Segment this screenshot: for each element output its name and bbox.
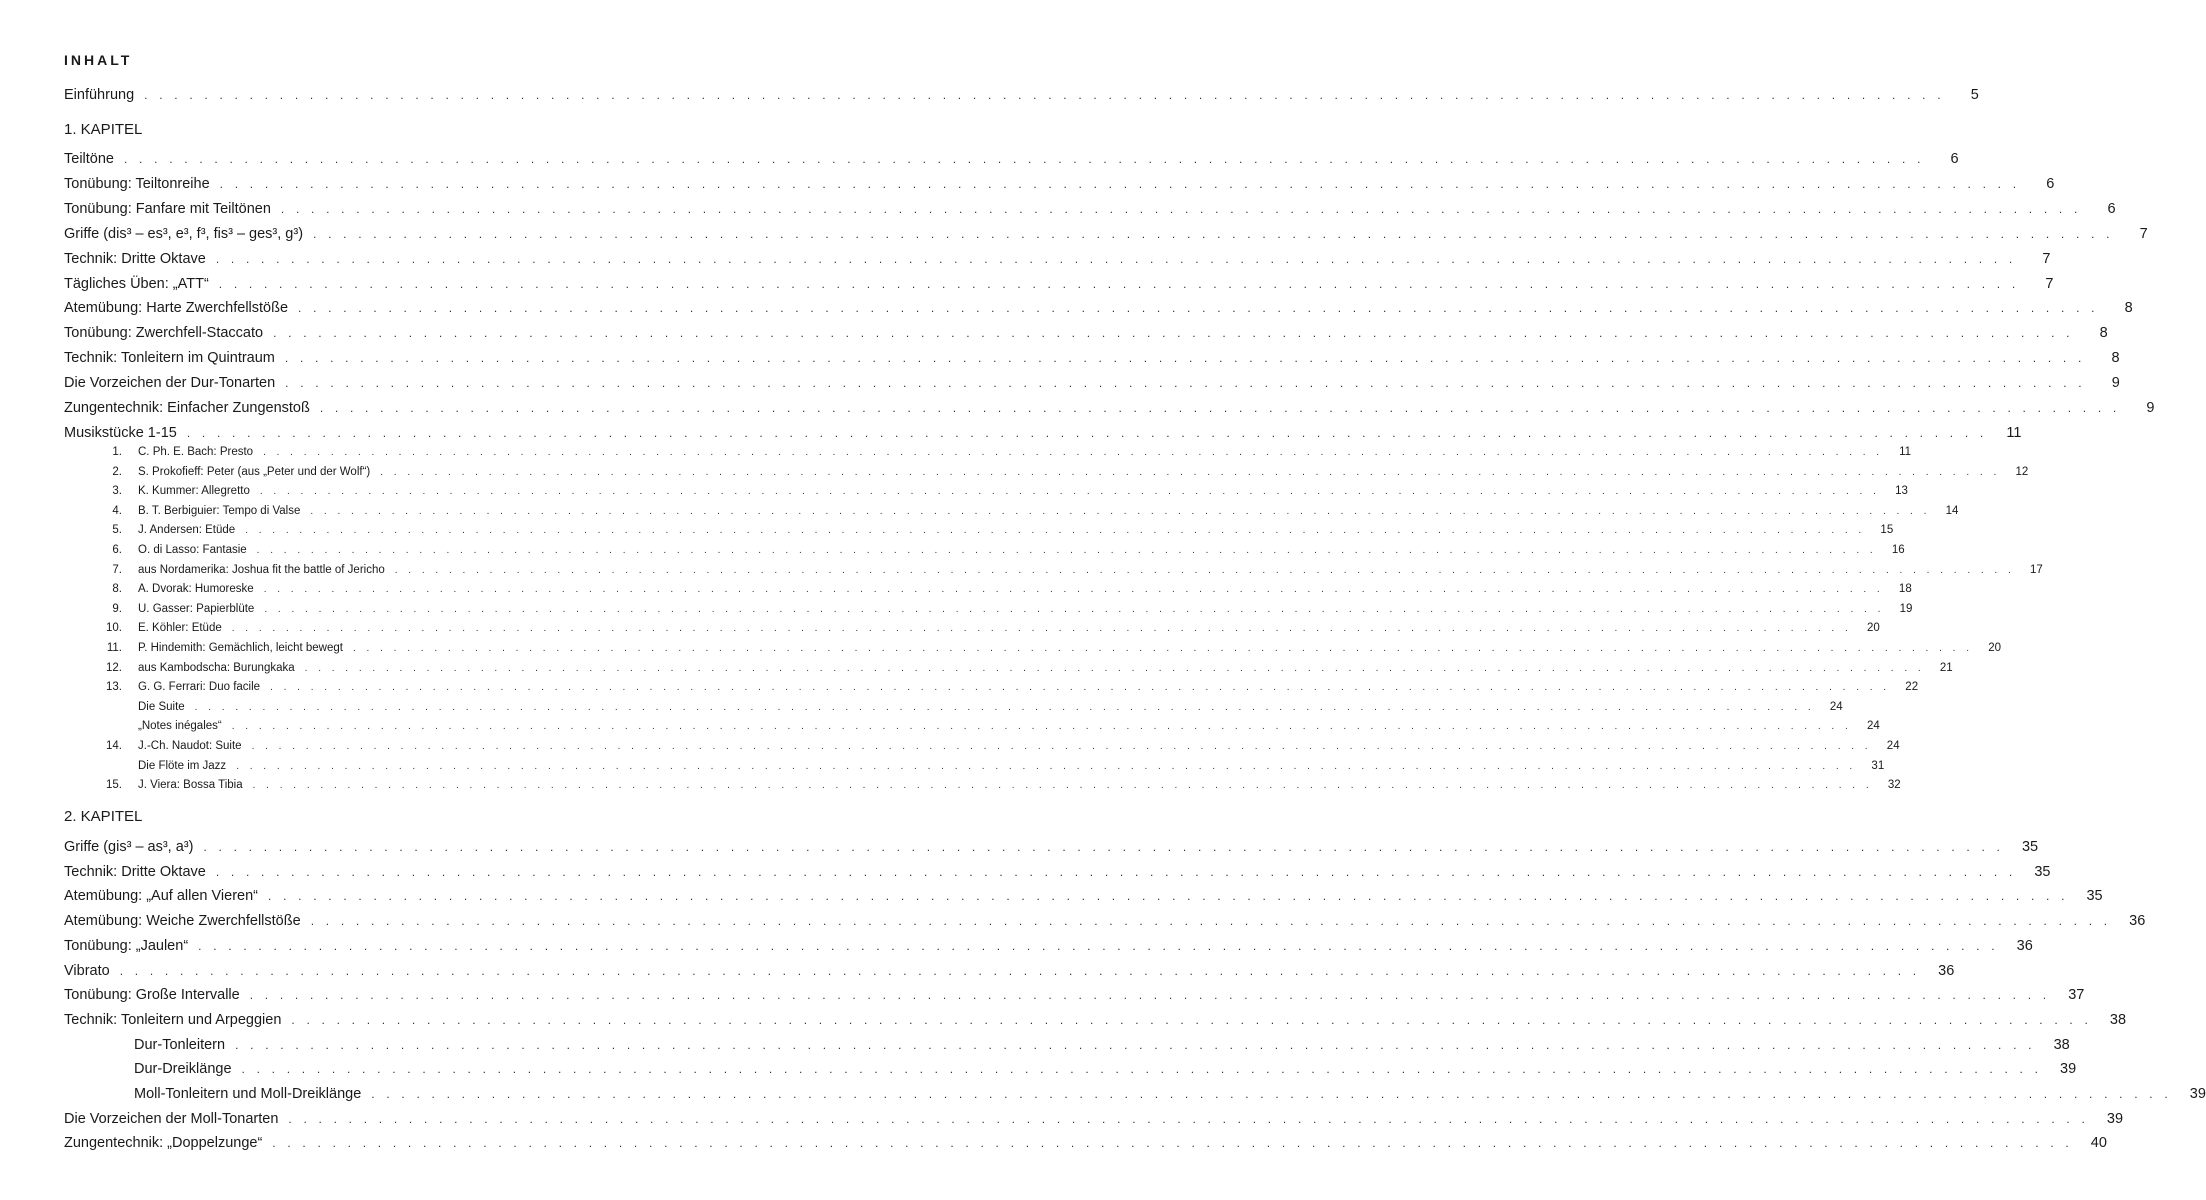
leader-dots: . . . . . . . . . . . . . . . . . . . . . . . . . . . . . . . . . . . . . . . . . . . . . . . . . . . . . . . . . . . . . . . . . . . . . . . . . . . . . . . . . . . . . . . . . . . . . . . . . . . . . . . . . . . . . . . . . . . . . . . . [144, 88, 1945, 102]
leader-dots: . . . . . . . . . . . . . . . . . . . . . . . . . . . . . . . . . . . . . . . . . . . . . . . . . . . . . . . . . . . . . . . . . . . . . . . . . . . . . . . . . . . . . . . . . . . . . . . . . . . . . . . . . . . . . . . . . . . . . . . . [241, 1062, 2043, 1077]
leader-dots: . . . . . . . . . . . . . . . . . . . . . . . . . . . . . . . . . . . . . . . . . . . . . . . . . . . . . . . . . . . . . . . . . . . . . . . . . . . . . . . . . . . . . . . . . . . . . . . . . . . . . . . . . . . . . . . . . . . . . . . . [273, 326, 2074, 341]
entry-title: Technik: Dritte Oktave [64, 250, 206, 267]
page-number: 19 [1899, 602, 1913, 615]
toc-entry[interactable] [64, 1086, 2206, 1102]
toc-entry[interactable] [64, 1036, 2070, 1053]
toc-entry[interactable] [64, 300, 2133, 317]
piece-number: 4. [112, 504, 122, 517]
entry-title: Tonübung: Zwerchfell-Staccato [64, 325, 264, 342]
entry-title: Technik: Dritte Oktave [64, 863, 206, 880]
toc-entry[interactable] [64, 87, 1979, 103]
toc-entry[interactable] [64, 1135, 2107, 1152]
leader-dots: . . . . . . . . . . . . . . . . . . . . . . . . . . . . . . . . . . . . . . . . . . . . . . . . . . . . . . . . . . . . . . . . . . . . . . . . . . . . . . . . . . . . . . . . . . . . . . . . . . . . . . . . . . . . . . . . . . . . . . . . [280, 201, 2082, 216]
page-number: 35 [2034, 863, 2051, 880]
toc-entry[interactable] [64, 225, 2148, 242]
page-number: 39 [2189, 1086, 2206, 1102]
entry-title: Zungentechnik: Einfacher Zungenstoß [64, 400, 310, 416]
page-number: 8 [2099, 325, 2108, 342]
piece-number: 2. [112, 465, 122, 478]
leader-dots: . . . . . . . . . . . . . . . . . . . . . . . . . . . . . . . . . . . . . . . . . . . . . . . . . . . . . . . . . . . . . . . . . . . . . . . . . . . . . . . . . . . . . . . . . . . . . . . . . . . . . . . . . . . . . . . . . . . . . . . . [203, 840, 2005, 854]
piece-entry[interactable] [100, 504, 1959, 517]
entry-title: Tonübung: Fanfare mit Teiltönen [64, 200, 271, 217]
toc-entry[interactable] [64, 250, 2051, 267]
piece-number: 10. [106, 622, 122, 635]
leader-dots: . . . . . . . . . . . . . . . . . . . . . . . . . . . . . . . . . . . . . . . . . . . . . . . . . . . . . . . . . . . . . . . . . . . . . . . . . . . . . . . . . . . . . . . . . . . . . . . . . . . . . . . . . . . . . . . . . . . . . . . . [245, 525, 1866, 537]
toc-entry[interactable] [64, 913, 2146, 930]
piece-number: 15. [106, 779, 122, 792]
entry-title: Atemübung: Weiche Zwerchfellstöße [64, 913, 301, 930]
entry-title: Atemübung: „Auf allen Vieren“ [64, 888, 258, 905]
entry-title: A. Dvorak: Humoreske [138, 583, 254, 596]
entry-title: C. Ph. E. Bach: Presto [138, 446, 254, 458]
toc-entry[interactable] [64, 400, 2155, 416]
entry-title: G. G. Ferrari: Duo facile [138, 681, 261, 694]
toc-entry[interactable] [64, 175, 2055, 192]
page-number: 35 [2086, 888, 2103, 905]
page-number: 21 [1939, 661, 1953, 674]
leader-dots: . . . . . . . . . . . . . . . . . . . . . . . . . . . . . . . . . . . . . . . . . . . . . . . . . . . . . . . . . . . . . . . . . . . . . . . . . . . . . . . . . . . . . . . . . . . . . . . . . . . . . . . . . . . . . . . . . . . . . . . . [352, 643, 1974, 654]
page-number: 39 [2106, 1110, 2124, 1127]
page-number: 36 [2016, 937, 2033, 954]
piece-number: 9. [112, 602, 122, 615]
piece-entry[interactable] [100, 563, 2043, 576]
page-number: 11 [1899, 446, 1912, 458]
entry-title: J. Andersen: Etüde [138, 524, 236, 537]
piece-number: 12. [106, 661, 122, 674]
leader-dots: . . . . . . . . . . . . . . . . . . . . . . . . . . . . . . . . . . . . . . . . . . . . . . . . . . . . . . . . . . . . . . . . . . . . . . . . . . . . . . . . . . . . . . . . . . . . . . . . . . . . . . . . . . . . . . . . . . . . . . . . [284, 351, 2086, 366]
entry-title: Die Vorzeichen der Moll-Tonarten [64, 1110, 279, 1127]
entry-title: Die Suite [138, 700, 185, 713]
entry-title: P. Hindemith: Gemächlich, leicht bewegt [138, 642, 343, 654]
entry-title: Moll-Tonleitern und Moll-Dreiklänge [134, 1086, 362, 1102]
entry-title: Die Vorzeichen der Dur-Tonarten [64, 375, 276, 392]
leader-dots: . . . . . . . . . . . . . . . . . . . . . . . . . . . . . . . . . . . . . . . . . . . . . . . . . . . . . . . . . . . . . . . . . . . . . . . . . . . . . . . . . . . . . . . . . . . . . . . . . . . . . . . . . . . . . . . . . . . . . . . . [231, 623, 1852, 635]
entry-title: J.-Ch. Naudot: Suite [138, 740, 242, 752]
leader-dots: . . . . . . . . . . . . . . . . . . . . . . . . . . . . . . . . . . . . . . . . . . . . . . . . . . . . . . . . . . . . . . . . . . . . . . . . . . . . . . . . . . . . . . . . . . . . . . . . . . . . . . . . . . . . . . . . . . . . . . . . [319, 401, 2121, 415]
chapter-heading: 1. KAPITEL [64, 121, 143, 138]
leader-dots: . . . . . . . . . . . . . . . . . . . . . . . . . . . . . . . . . . . . . . . . . . . . . . . . . . . . . . . . . . . . . . . . . . . . . . . . . . . . . . . . . . . . . . . . . . . . . . . . . . . . . . . . . . . . . . . . . . . . . . . . [252, 780, 1873, 792]
entry-title: Technik: Tonleitern im Quintraum [64, 350, 275, 367]
page-number: 13 [1895, 485, 1908, 498]
leader-dots: . . . . . . . . . . . . . . . . . . . . . . . . . . . . . . . . . . . . . . . . . . . . . . . . . . . . . . . . . . . . . . . . . . . . . . . . . . . . . . . . . . . . . . . . . . . . . . . . . . . . . . . . . . . . . . . . . . . . . . . . [235, 1037, 2036, 1052]
toc-entry[interactable] [64, 325, 2108, 342]
piece-entry[interactable] [100, 661, 1953, 674]
leader-dots: . . . . . . . . . . . . . . . . . . . . . . . . . . . . . . . . . . . . . . . . . . . . . . . . . . . . . . . . . . . . . . . . . . . . . . . . . . . . . . . . . . . . . . . . . . . . . . . . . . . . . . . . . . . . . . . . . . . . . . . . [285, 376, 2086, 391]
piece-entry[interactable] [100, 544, 1905, 556]
piece-entry[interactable] [100, 583, 1912, 596]
toc-entry[interactable] [64, 350, 2120, 367]
piece-entry[interactable] [100, 720, 1880, 733]
leader-dots: . . . . . . . . . . . . . . . . . . . . . . . . . . . . . . . . . . . . . . . . . . . . . . . . . . . . . . . . . . . . . . . . . . . . . . . . . . . . . . . . . . . . . . . . . . . . . . . . . . . . . . . . . . . . . . . . . . . . . . . . [198, 938, 1999, 953]
leader-dots: . . . . . . . . . . . . . . . . . . . . . . . . . . . . . . . . . . . . . . . . . . . . . . . . . . . . . . . . . . . . . . . . . . . . . . . . . . . . . . . . . . . . . . . . . . . . . . . . . . . . . . . . . . . . . . . . . . . . . . . . [123, 152, 1925, 166]
toc-entry[interactable] [64, 151, 1959, 167]
page-number: 6 [1950, 151, 1959, 167]
leader-dots: . . . . . . . . . . . . . . . . . . . . . . . . . . . . . . . . . . . . . . . . . . . . . . . . . . . . . . . . . . . . . . . . . . . . . . . . . . . . . . . . . . . . . . . . . . . . . . . . . . . . . . . . . . . . . . . . . . . . . . . . [218, 276, 2020, 291]
piece-entry[interactable] [100, 485, 1908, 498]
page-number: 6 [2107, 200, 2116, 217]
page-number: 7 [2139, 225, 2148, 242]
toc-entry[interactable] [64, 863, 2051, 880]
piece-entry[interactable] [100, 740, 1900, 752]
page-number: 12 [2015, 465, 2029, 478]
piece-entry[interactable] [100, 524, 1894, 537]
chapter-heading: 2. KAPITEL [64, 808, 143, 825]
entry-title: Griffe (dis³ – es³, e³, f³, fis³ – ges³, g³) [64, 225, 304, 242]
entry-title: „Notes inégales“ [138, 720, 222, 733]
piece-number: 13. [106, 681, 122, 694]
entry-title: O. di Lasso: Fantasie [138, 544, 247, 556]
entry-title: Dur-Tonleitern [134, 1036, 226, 1053]
leader-dots: . . . . . . . . . . . . . . . . . . . . . . . . . . . . . . . . . . . . . . . . . . . . . . . . . . . . . . . . . . . . . . . . . . . . . . . . . . . . . . . . . . . . . . . . . . . . . . . . . . . . . . . . . . . . . . . . . . . . . . . . [119, 963, 1921, 978]
leader-dots: . . . . . . . . . . . . . . . . . . . . . . . . . . . . . . . . . . . . . . . . . . . . . . . . . . . . . . . . . . . . . . . . . . . . . . . . . . . . . . . . . . . . . . . . . . . . . . . . . . . . . . . . . . . . . . . . . . . . . . . . [268, 889, 2069, 904]
page-number: 7 [2045, 275, 2054, 292]
piece-number: 11. [106, 642, 122, 654]
leader-dots: . . . . . . . . . . . . . . . . . . . . . . . . . . . . . . . . . . . . . . . . . . . . . . . . . . . . . . . . . . . . . . . . . . . . . . . . . . . . . . . . . . . . . . . . . . . . . . . . . . . . . . . . . . . . . . . . . . . . . . . . [272, 1136, 2073, 1151]
leader-dots: . . . . . . . . . . . . . . . . . . . . . . . . . . . . . . . . . . . . . . . . . . . . . . . . . . . . . . . . . . . . . . . . . . . . . . . . . . . . . . . . . . . . . . . . . . . . . . . . . . . . . . . . . . . . . . . . . . . . . . . . [263, 447, 1884, 458]
piece-number: 14. [106, 740, 122, 752]
leader-dots: . . . . . . . . . . . . . . . . . . . . . . . . . . . . . . . . . . . . . . . . . . . . . . . . . . . . . . . . . . . . . . . . . . . . . . . . . . . . . . . . . . . . . . . . . . . . . . . . . . . . . . . . . . . . . . . . . . . . . . . . [215, 251, 2017, 266]
entry-title: Vibrato [64, 962, 110, 979]
page-number: 14 [1945, 504, 1959, 517]
piece-entry[interactable] [100, 642, 2002, 654]
entry-title: Zungentechnik: „Doppelzunge“ [64, 1135, 263, 1152]
entry-title: Tonübung: „Jaulen“ [64, 937, 189, 954]
toc-entry[interactable] [64, 987, 2085, 1004]
piece-entry[interactable] [100, 465, 2029, 478]
leader-dots: . . . . . . . . . . . . . . . . . . . . . . . . . . . . . . . . . . . . . . . . . . . . . . . . . . . . . . . . . . . . . . . . . . . . . . . . . . . . . . . . . . . . . . . . . . . . . . . . . . . . . . . . . . . . . . . . . . . . . . . . [291, 1012, 2093, 1027]
entry-title: aus Nordamerika: Joshua fit the battle of Jericho [138, 563, 385, 576]
page-number: 9 [2111, 375, 2120, 392]
entry-title: Die Flöte im Jazz [138, 759, 227, 772]
leader-dots: . . . . . . . . . . . . . . . . . . . . . . . . . . . . . . . . . . . . . . . . . . . . . . . . . . . . . . . . . . . . . . . . . . . . . . . . . . . . . . . . . . . . . . . . . . . . . . . . . . . . . . . . . . . . . . . . . . . . . . . . [310, 505, 1931, 517]
piece-entry[interactable] [100, 602, 1913, 615]
page-number: 15 [1880, 524, 1894, 537]
page-number: 38 [2053, 1036, 2070, 1053]
piece-number: 7. [112, 563, 122, 576]
toc-entry[interactable] [64, 937, 2033, 954]
entry-title: Teiltöne [64, 151, 114, 167]
entry-title: Atemübung: Harte Zwerchfellstöße [64, 300, 289, 317]
page-number: 16 [1891, 544, 1905, 556]
piece-number: 5. [112, 524, 122, 537]
page-number: 37 [2068, 987, 2085, 1004]
page-number: 9 [2146, 400, 2155, 416]
page-number: 39 [2060, 1061, 2077, 1078]
toc-entry[interactable] [64, 962, 1955, 979]
leader-dots: . . . . . . . . . . . . . . . . . . . . . . . . . . . . . . . . . . . . . . . . . . . . . . . . . . . . . . . . . . . . . . . . . . . . . . . . . . . . . . . . . . . . . . . . . . . . . . . . . . . . . . . . . . . . . . . . . . . . . . . . [270, 682, 1891, 694]
leader-dots: . . . . . . . . . . . . . . . . . . . . . . . . . . . . . . . . . . . . . . . . . . . . . . . . . . . . . . . . . . . . . . . . . . . . . . . . . . . . . . . . . . . . . . . . . . . . . . . . . . . . . . . . . . . . . . . . . . . . . . . . [264, 603, 1885, 615]
piece-entry[interactable] [100, 779, 1901, 792]
leader-dots: . . . . . . . . . . . . . . . . . . . . . . . . . . . . . . . . . . . . . . . . . . . . . . . . . . . . . . . . . . . . . . . . . . . . . . . . . . . . . . . . . . . . . . . . . . . . . . . . . . . . . . . . . . . . . . . . . . . . . . . . [298, 301, 2099, 316]
entry-title: Technik: Tonleitern und Arpeggien [64, 1011, 282, 1028]
page-number: 17 [2029, 563, 2043, 576]
toc-entry[interactable] [64, 1011, 2127, 1028]
piece-number: 8. [112, 583, 122, 596]
toc-title: INHALT [64, 52, 133, 68]
piece-number: 1. [112, 446, 122, 458]
piece-number: 3. [112, 485, 122, 498]
piece-entry[interactable] [100, 446, 1912, 458]
leader-dots: . . . . . . . . . . . . . . . . . . . . . . . . . . . . . . . . . . . . . . . . . . . . . . . . . . . . . . . . . . . . . . . . . . . . . . . . . . . . . . . . . . . . . . . . . . . . . . . . . . . . . . . . . . . . . . . . . . . . . . . . [304, 662, 1925, 674]
page-number: 8 [2124, 300, 2133, 317]
page-number: 24 [1866, 720, 1880, 733]
leader-dots: . . . . . . . . . . . . . . . . . . . . . . . . . . . . . . . . . . . . . . . . . . . . . . . . . . . . . . . . . . . . . . . . . . . . . . . . . . . . . . . . . . . . . . . . . . . . . . . . . . . . . . . . . . . . . . . . . . . . . . . . [194, 701, 1815, 713]
page-number: 31 [1871, 759, 1885, 772]
leader-dots: . . . . . . . . . . . . . . . . . . . . . . . . . . . . . . . . . . . . . . . . . . . . . . . . . . . . . . . . . . . . . . . . . . . . . . . . . . . . . . . . . . . . . . . . . . . . . . . . . . . . . . . . . . . . . . . . . . . . . . . . [231, 721, 1852, 733]
page-number: 36 [1938, 962, 1955, 979]
piece-entry[interactable] [100, 700, 1843, 713]
entry-title: U. Gasser: Papierblüte [138, 602, 255, 615]
toc-entry[interactable] [64, 200, 2116, 217]
entry-title: B. T. Berbiguier: Tempo di Valse [138, 504, 301, 517]
page-number: 20 [1866, 622, 1880, 635]
page-number: 22 [1905, 681, 1919, 694]
entry-title: aus Kambodscha: Burungkaka [138, 661, 295, 674]
entry-title: E. Köhler: Etüde [138, 622, 222, 635]
toc-entry[interactable] [64, 839, 2039, 855]
leader-dots: . . . . . . . . . . . . . . . . . . . . . . . . . . . . . . . . . . . . . . . . . . . . . . . . . . . . . . . . . . . . . . . . . . . . . . . . . . . . . . . . . . . . . . . . . . . . . . . . . . . . . . . . . . . . . . . . . . . . . . . . [380, 466, 2001, 478]
leader-dots: . . . . . . . . . . . . . . . . . . . . . . . . . . . . . . . . . . . . . . . . . . . . . . . . . . . . . . . . . . . . . . . . . . . . . . . . . . . . . . . . . . . . . . . . . . . . . . . . . . . . . . . . . . . . . . . . . . . . . . . . [219, 176, 2021, 191]
leader-dots: . . . . . . . . . . . . . . . . . . . . . . . . . . . . . . . . . . . . . . . . . . . . . . . . . . . . . . . . . . . . . . . . . . . . . . . . . . . . . . . . . . . . . . . . . . . . . . . . . . . . . . . . . . . . . . . . . . . . . . . . [251, 741, 1872, 752]
page-number: 24 [1829, 700, 1843, 713]
leader-dots: . . . . . . . . . . . . . . . . . . . . . . . . . . . . . . . . . . . . . . . . . . . . . . . . . . . . . . . . . . . . . . . . . . . . . . . . . . . . . . . . . . . . . . . . . . . . . . . . . . . . . . . . . . . . . . . . . . . . . . . . [263, 584, 1884, 596]
entry-title: S. Prokofieff: Peter (aus „Peter und der Wolf“) [138, 465, 371, 478]
piece-entry[interactable] [100, 622, 1880, 635]
leader-dots: . . . . . . . . . . . . . . . . . . . . . . . . . . . . . . . . . . . . . . . . . . . . . . . . . . . . . . . . . . . . . . . . . . . . . . . . . . . . . . . . . . . . . . . . . . . . . . . . . . . . . . . . . . . . . . . . . . . . . . . . [394, 564, 2015, 576]
page-number: 20 [1988, 642, 2002, 654]
page-number: 11 [2006, 424, 2022, 441]
page-number: 40 [2090, 1135, 2107, 1152]
leader-dots: . . . . . . . . . . . . . . . . . . . . . . . . . . . . . . . . . . . . . . . . . . . . . . . . . . . . . . . . . . . . . . . . . . . . . . . . . . . . . . . . . . . . . . . . . . . . . . . . . . . . . . . . . . . . . . . . . . . . . . . . [186, 425, 1988, 440]
page-number: 24 [1886, 740, 1900, 752]
page-number: 6 [2046, 175, 2055, 192]
piece-entry[interactable] [100, 759, 1885, 772]
page-number: 35 [2021, 839, 2039, 855]
toc-entry[interactable] [64, 275, 2054, 292]
leader-dots: . . . . . . . . . . . . . . . . . . . . . . . . . . . . . . . . . . . . . . . . . . . . . . . . . . . . . . . . . . . . . . . . . . . . . . . . . . . . . . . . . . . . . . . . . . . . . . . . . . . . . . . . . . . . . . . . . . . . . . . . [236, 760, 1857, 772]
toc-entry[interactable] [64, 1061, 2077, 1078]
leader-dots: . . . . . . . . . . . . . . . . . . . . . . . . . . . . . . . . . . . . . . . . . . . . . . . . . . . . . . . . . . . . . . . . . . . . . . . . . . . . . . . . . . . . . . . . . . . . . . . . . . . . . . . . . . . . . . . . . . . . . . . . [256, 545, 1877, 556]
toc-entry[interactable] [64, 424, 2022, 441]
entry-title: Musikstücke 1-15 [64, 424, 177, 441]
entry-title: Tägliches Üben: „ATT“ [64, 275, 209, 292]
toc-entry[interactable] [64, 888, 2103, 905]
page-number: 7 [2042, 250, 2051, 267]
entry-title: J. Viera: Bossa Tibia [138, 779, 243, 792]
page-number: 32 [1887, 779, 1901, 792]
entry-title: Tonübung: Große Intervalle [64, 987, 240, 1004]
leader-dots: . . . . . . . . . . . . . . . . . . . . . . . . . . . . . . . . . . . . . . . . . . . . . . . . . . . . . . . . . . . . . . . . . . . . . . . . . . . . . . . . . . . . . . . . . . . . . . . . . . . . . . . . . . . . . . . . . . . . . . . . [249, 988, 2051, 1003]
leader-dots: . . . . . . . . . . . . . . . . . . . . . . . . . . . . . . . . . . . . . . . . . . . . . . . . . . . . . . . . . . . . . . . . . . . . . . . . . . . . . . . . . . . . . . . . . . . . . . . . . . . . . . . . . . . . . . . . . . . . . . . . [288, 1111, 2090, 1126]
leader-dots: . . . . . . . . . . . . . . . . . . . . . . . . . . . . . . . . . . . . . . . . . . . . . . . . . . . . . . . . . . . . . . . . . . . . . . . . . . . . . . . . . . . . . . . . . . . . . . . . . . . . . . . . . . . . . . . . . . . . . . . . [259, 486, 1880, 498]
entry-title: K. Kummer: Allegretto [138, 485, 250, 498]
page-number: 18 [1898, 583, 1912, 596]
leader-dots: . . . . . . . . . . . . . . . . . . . . . . . . . . . . . . . . . . . . . . . . . . . . . . . . . . . . . . . . . . . . . . . . . . . . . . . . . . . . . . . . . . . . . . . . . . . . . . . . . . . . . . . . . . . . . . . . . . . . . . . . [215, 864, 2017, 879]
piece-number: 6. [112, 544, 122, 556]
page-number: 5 [1970, 87, 1979, 103]
leader-dots: . . . . . . . . . . . . . . . . . . . . . . . . . . . . . . . . . . . . . . . . . . . . . . . . . . . . . . . . . . . . . . . . . . . . . . . . . . . . . . . . . . . . . . . . . . . . . . . . . . . . . . . . . . . . . . . . . . . . . . . . [313, 226, 2114, 241]
toc-entry[interactable] [64, 1110, 2124, 1127]
entry-title: Dur-Dreiklänge [134, 1061, 232, 1078]
piece-entry[interactable] [100, 681, 1919, 694]
entry-title: Griffe (gis³ – as³, a³) [64, 839, 194, 855]
page-number: 36 [2129, 913, 2146, 930]
page-number: 8 [2111, 350, 2120, 367]
page-number: 38 [2109, 1011, 2127, 1028]
leader-dots: . . . . . . . . . . . . . . . . . . . . . . . . . . . . . . . . . . . . . . . . . . . . . . . . . . . . . . . . . . . . . . . . . . . . . . . . . . . . . . . . . . . . . . . . . . . . . . . . . . . . . . . . . . . . . . . . . . . . . . . . [371, 1087, 2172, 1101]
entry-title: Einführung [64, 87, 135, 103]
leader-dots: . . . . . . . . . . . . . . . . . . . . . . . . . . . . . . . . . . . . . . . . . . . . . . . . . . . . . . . . . . . . . . . . . . . . . . . . . . . . . . . . . . . . . . . . . . . . . . . . . . . . . . . . . . . . . . . . . . . . . . . . [310, 914, 2112, 929]
toc-entry[interactable] [64, 375, 2120, 392]
entry-title: Tonübung: Teiltonreihe [64, 175, 210, 192]
